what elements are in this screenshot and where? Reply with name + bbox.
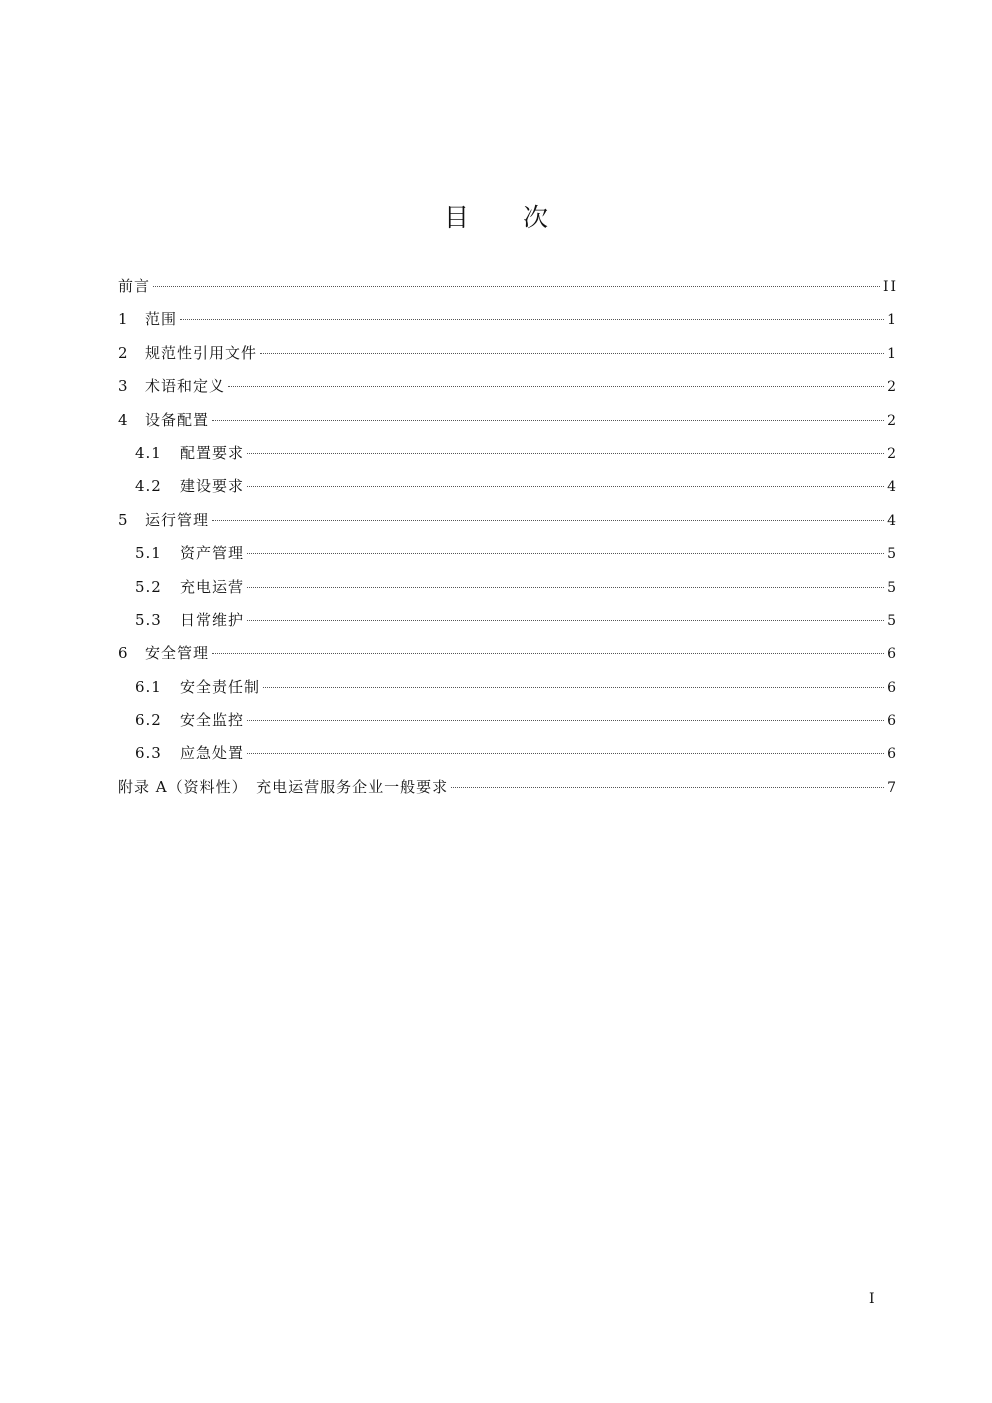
toc-entry-6-2[interactable] xyxy=(118,704,898,737)
toc-entry-number: 4.2 xyxy=(135,477,162,496)
toc-entry-number: 5 xyxy=(118,510,129,529)
toc-entry-number: 5.3 xyxy=(135,610,162,629)
toc-entry-title: 安全责任制 xyxy=(180,677,261,696)
page-title-char-1: 目 xyxy=(443,203,469,232)
toc-leader-dots xyxy=(180,319,884,320)
toc-entry-title: 运行管理 xyxy=(145,510,210,529)
toc-entry-page: 6 xyxy=(887,646,898,663)
toc-leader-dots xyxy=(263,687,884,688)
toc-entry-number: 5.1 xyxy=(135,544,162,563)
toc-entry-page: 4 xyxy=(887,512,898,529)
toc-entry-title: 设备配置 xyxy=(145,410,210,429)
toc-entry-page: 5 xyxy=(887,579,898,596)
toc-entry-4-1[interactable] xyxy=(118,437,898,470)
toc-entry-page: II xyxy=(882,279,898,295)
toc-entry-page: 2 xyxy=(887,379,898,396)
toc-leader-dots xyxy=(247,553,884,554)
toc-entry-page: 7 xyxy=(887,779,898,796)
toc-entry-number: 6.2 xyxy=(135,711,162,730)
toc-entry-title: 前言 xyxy=(118,277,151,295)
toc-entry-page: 5 xyxy=(887,612,898,629)
toc-entry-5-3[interactable] xyxy=(118,604,898,637)
toc-entry-title: 建设要求 xyxy=(180,477,245,496)
toc-entry-page: 2 xyxy=(887,445,898,462)
toc-entry-title: 配置要求 xyxy=(180,443,245,462)
toc-entry-title: 应急处置 xyxy=(180,744,245,763)
toc-entry-number: 6.3 xyxy=(135,744,162,763)
toc-entry-title: 范围 xyxy=(145,310,178,329)
toc-entry-foreword[interactable] xyxy=(118,270,898,303)
toc-entry-page: 5 xyxy=(887,546,898,563)
toc-entry-6-3[interactable] xyxy=(118,737,898,770)
toc-leader-dots xyxy=(260,353,884,354)
toc-leader-dots xyxy=(247,587,884,588)
toc-entry-page: 1 xyxy=(887,312,898,329)
toc-entry-title: 资产管理 xyxy=(180,544,245,563)
toc-leader-dots xyxy=(247,620,884,621)
toc-entry-number: 6 xyxy=(118,644,129,663)
toc-entry-title: 规范性引用文件 xyxy=(145,343,258,362)
toc-entry-4[interactable] xyxy=(118,404,898,437)
toc-entry-page: 2 xyxy=(887,412,898,429)
toc-entry-number: 1 xyxy=(118,310,129,329)
toc-entry-4-2[interactable] xyxy=(118,470,898,503)
toc-entry-appendix-a[interactable] xyxy=(118,771,898,804)
toc-entry-number: 4 xyxy=(118,410,129,429)
toc-entry-title: 充电运营 xyxy=(180,577,245,596)
toc-leader-dots xyxy=(212,653,884,654)
toc-entry-title: 安全监控 xyxy=(180,711,245,730)
toc-entry-page: 4 xyxy=(887,479,898,496)
toc-leader-dots xyxy=(153,286,880,287)
toc-entry-title: 安全管理 xyxy=(145,644,210,663)
toc-entry-number: 2 xyxy=(118,343,129,362)
toc-leader-dots xyxy=(228,386,884,387)
toc-entry-6[interactable] xyxy=(118,637,898,670)
toc-entry-title: 术语和定义 xyxy=(145,377,226,396)
toc-leader-dots xyxy=(212,420,884,421)
toc-entry-page: 1 xyxy=(887,345,898,362)
toc-entry-number: 4.1 xyxy=(135,443,162,462)
toc-leader-dots xyxy=(247,486,884,487)
toc-entry-title: 日常维护 xyxy=(180,610,245,629)
toc-entry-6-1[interactable] xyxy=(118,671,898,704)
toc-entry-5-2[interactable] xyxy=(118,571,898,604)
page-title xyxy=(0,198,992,238)
toc-entry-page: 6 xyxy=(887,679,898,696)
table-of-contents xyxy=(118,270,898,804)
toc-entry-number: 5.2 xyxy=(135,577,162,596)
toc-leader-dots xyxy=(247,453,884,454)
page-title-char-2: 次 xyxy=(523,203,549,232)
toc-entry-page: 6 xyxy=(887,746,898,763)
toc-entry-title: 附录 A（资料性） 充电运营服务企业一般要求 xyxy=(118,777,449,796)
toc-entry-number: 3 xyxy=(118,377,129,396)
toc-entry-number: 6.1 xyxy=(135,677,162,696)
toc-entry-3[interactable] xyxy=(118,370,898,403)
toc-leader-dots xyxy=(247,720,884,721)
toc-entry-1[interactable] xyxy=(118,303,898,336)
toc-entry-5[interactable] xyxy=(118,504,898,537)
footer-page-number: I xyxy=(869,1291,875,1307)
toc-entry-2[interactable] xyxy=(118,337,898,370)
toc-leader-dots xyxy=(247,753,884,754)
toc-entry-page: 6 xyxy=(887,713,898,730)
toc-leader-dots xyxy=(212,520,884,521)
toc-leader-dots xyxy=(451,787,884,788)
toc-entry-5-1[interactable] xyxy=(118,537,898,570)
